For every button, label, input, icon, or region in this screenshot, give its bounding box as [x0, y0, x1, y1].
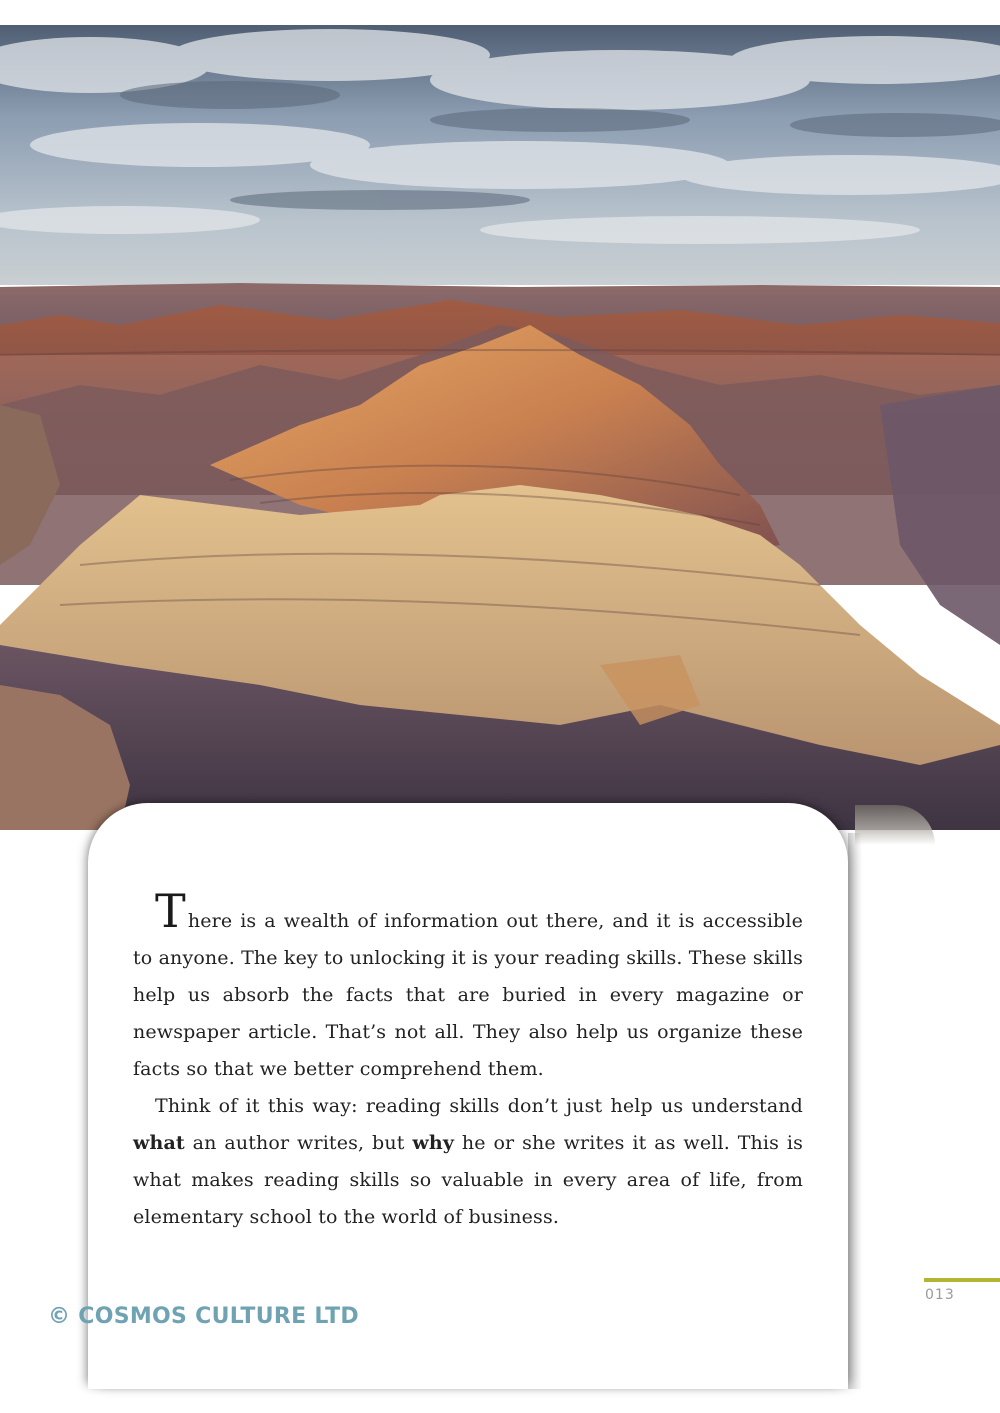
body-text — [133, 884, 803, 1236]
drop-cap: T — [155, 884, 186, 938]
emphasis-why: why — [412, 1132, 455, 1154]
emphasis-what: what — [133, 1132, 185, 1154]
paragraph-2-part-2: an author writes, but — [184, 1132, 413, 1154]
copyright-notice: © COSMOS CULTURE LTD — [48, 1304, 359, 1329]
paragraph-2-part-1: Think of it this way: reading skills don’t just help us understand — [155, 1095, 803, 1117]
paragraph-2-part-3: he or she writes it as well. This is what makes reading skills so valuable in every area of life, from elementary school to the world of business. — [133, 1132, 803, 1228]
page-accent-line — [924, 1278, 1000, 1282]
paragraph-2 — [133, 1088, 803, 1236]
paragraph-1-text: here is a wealth of information out there, and it is accessible to anyone. The key to unlocking it is your reading skills. These skills help us absorb the facts that are buried in every magazine or newspaper article. That’s not all. They also help us organize these facts so that we better comprehend them. — [133, 910, 803, 1080]
page-number: 013 — [925, 1287, 955, 1303]
paragraph-1 — [133, 884, 803, 1088]
canyon-photo — [0, 25, 1000, 830]
